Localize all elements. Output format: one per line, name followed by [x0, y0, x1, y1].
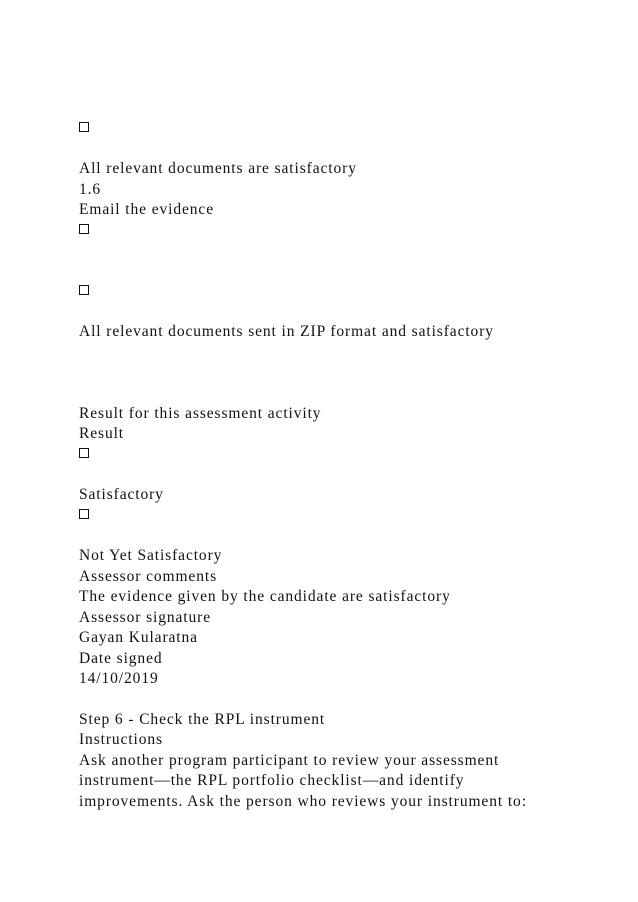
email-evidence-text: Email the evidence: [79, 201, 214, 218]
checkbox-zip-satisfactory[interactable]: [79, 285, 89, 295]
assessor-comments-value: The evidence given by the candidate are satisfactory: [79, 588, 451, 605]
result-heading: Result for this assessment activity: [79, 405, 322, 422]
assessor-signature-value: Gayan Kularatna: [79, 629, 198, 646]
assessor-signature-label: Assessor signature: [79, 609, 212, 626]
date-signed-label: Date signed: [79, 650, 163, 667]
date-signed-value: 14/10/2019: [79, 670, 159, 687]
zip-satisfactory-text: All relevant documents sent in ZIP format and satisfactory: [79, 323, 494, 340]
instructions-line-3: improvements. Ask the person who reviews your instrument to:: [79, 793, 527, 810]
not-yet-satisfactory-option-label: Not Yet Satisfactory: [79, 547, 223, 564]
docs-satisfactory-text: All relevant documents are satisfactory: [79, 160, 357, 177]
checkbox-email-evidence[interactable]: [79, 224, 89, 234]
checkbox-result-not-yet-satisfactory[interactable]: [79, 509, 89, 519]
result-label: Result: [79, 425, 125, 442]
instructions-line-2: instrument—the RPL portfolio checklist—and identify: [79, 772, 465, 789]
instructions-line-1: Ask another program participant to review your assessment: [79, 752, 500, 769]
step-number: 1.6: [79, 181, 102, 198]
satisfactory-option-label: Satisfactory: [79, 486, 164, 503]
instructions-label: Instructions: [79, 731, 163, 748]
step6-heading: Step 6 - Check the RPL instrument: [79, 711, 326, 728]
checkbox-docs-satisfactory[interactable]: [79, 122, 89, 132]
checkbox-result-satisfactory[interactable]: [79, 448, 89, 458]
assessor-comments-label: Assessor comments: [79, 568, 217, 585]
